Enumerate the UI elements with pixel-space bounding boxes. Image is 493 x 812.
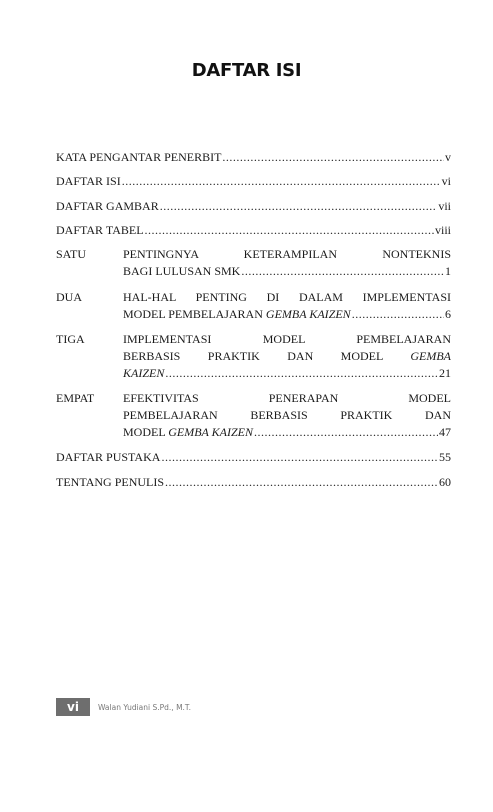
chapter-number: SATU <box>56 247 87 261</box>
leader-dots <box>352 306 444 323</box>
toc-entry-label: DAFTAR PUSTAKA <box>56 450 161 464</box>
leader-dots <box>161 449 438 466</box>
toc-entry-daftar-gambar[interactable] <box>56 198 451 215</box>
toc-page-number: v <box>445 150 451 164</box>
chapter-number: EMPAT <box>56 391 95 405</box>
chapter-title-line: MODEL PEMBELAJARAN GEMBA KAIZEN <box>123 307 351 321</box>
toc-entry-daftar-tabel[interactable] <box>56 222 451 239</box>
chapter-title-line: PENTINGNYA KETERAMPILAN NONTEKNIS <box>123 247 451 261</box>
toc-page-number: viii <box>434 223 451 237</box>
chapter-number: DUA <box>56 290 82 304</box>
toc-entry-label: DAFTAR TABEL <box>56 223 144 237</box>
leader-dots <box>254 424 438 441</box>
toc-entry-kata-pengantar[interactable] <box>56 149 451 166</box>
chapter-title-line: HAL-HAL PENTING DI DALAM IMPLEMENTASI <box>123 290 451 304</box>
chapter-title-italic: GEMBA KAIZEN <box>265 307 351 321</box>
leader-dots <box>165 365 438 382</box>
toc-entry-tentang-penulis[interactable] <box>56 474 451 491</box>
toc-entry-label: DAFTAR GAMBAR <box>56 199 159 213</box>
toc-page-number: vi <box>441 174 451 188</box>
leader-dots <box>122 173 441 190</box>
chapter-title-italic: KAIZEN <box>123 366 165 380</box>
toc-entry-label: DAFTAR ISI <box>56 174 121 188</box>
leader-dots <box>160 198 438 215</box>
toc-page-number: 21 <box>439 366 451 380</box>
toc-page-number: 55 <box>439 450 451 464</box>
chapter-title-line: MODEL GEMBA KAIZEN <box>123 425 253 439</box>
toc-page-number: 60 <box>439 475 451 489</box>
footer-page-number: vi <box>56 698 90 716</box>
page-title: DAFTAR ISI <box>191 60 302 81</box>
chapter-title-line: EFEKTIVITAS PENERAPAN MODEL <box>123 391 451 405</box>
chapter-title-line: IMPLEMENTASI MODEL PEMBELAJARAN <box>123 332 451 346</box>
chapter-title-line: BERBASIS PRAKTIK DAN MODEL GEMBA <box>123 349 451 363</box>
leader-dots <box>241 263 444 280</box>
footer-author: Walan Yudiani S.Pd., M.T. <box>98 702 191 712</box>
leader-dots <box>145 222 434 239</box>
toc-entry-daftar-isi[interactable] <box>56 173 451 190</box>
toc-entry-daftar-pustaka[interactable] <box>56 449 451 466</box>
toc-page-number: 6 <box>445 307 451 321</box>
toc-page-number: vii <box>438 199 451 213</box>
leader-dots <box>222 149 444 166</box>
page-footer <box>56 698 191 716</box>
toc-page-number: 47 <box>439 425 451 439</box>
toc-page-number: 1 <box>445 264 451 278</box>
chapter-title-italic: GEMBA KAIZEN <box>168 425 253 439</box>
chapter-title-line: PEMBELAJARAN BERBASIS PRAKTIK DAN <box>123 408 451 422</box>
leader-dots <box>165 474 438 491</box>
chapter-title-line: BAGI LULUSAN SMK <box>123 264 241 278</box>
toc-entry-label: KATA PENGANTAR PENERBIT <box>56 150 222 164</box>
toc-entry-label: TENTANG PENULIS <box>56 475 165 489</box>
chapter-number: TIGA <box>56 332 85 346</box>
